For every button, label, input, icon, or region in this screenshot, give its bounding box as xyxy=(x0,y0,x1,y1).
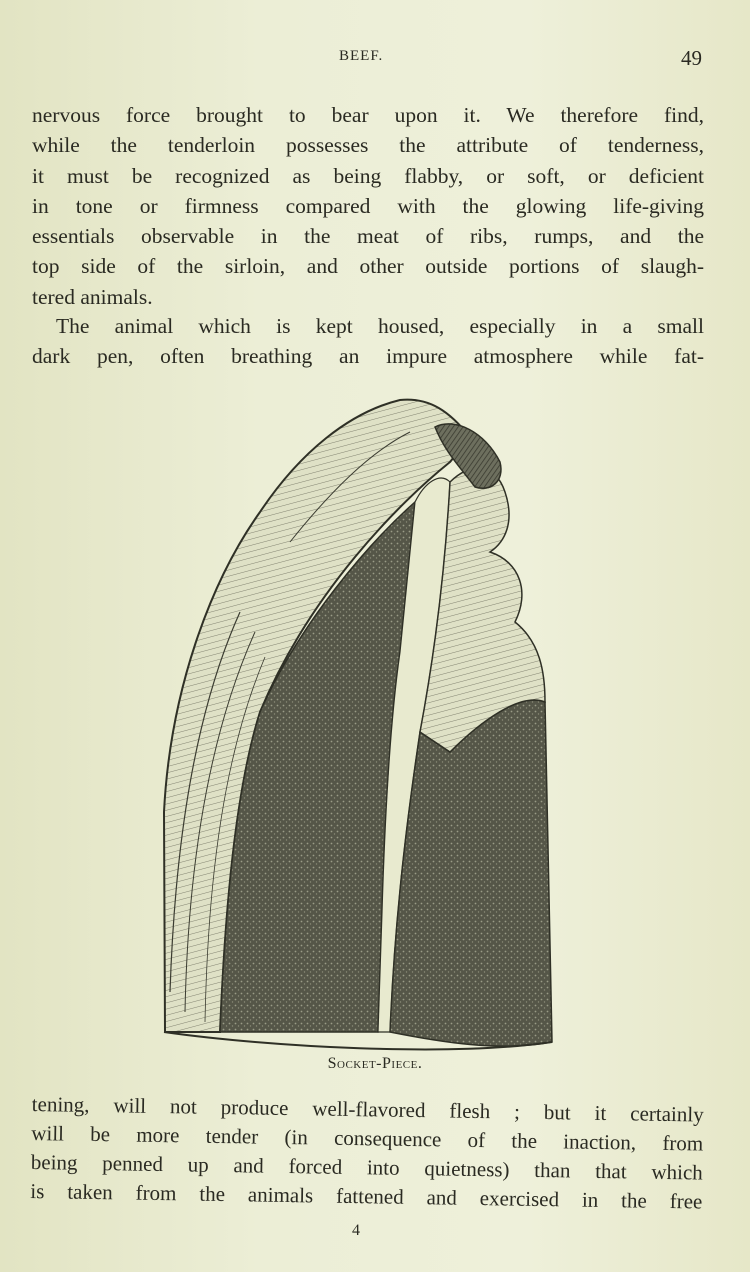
running-title: BEEF. xyxy=(339,48,384,64)
text-line: nervous force brought to bear upon it. We therefore find, xyxy=(32,103,704,127)
beef-cut-engraving xyxy=(150,392,570,1057)
text-line: while the tenderloin possesses the attribute of tenderness, xyxy=(32,133,704,158)
text-line: top side of the sirloin, and other outside portions of slaugh- xyxy=(32,254,704,279)
text-line: tening, will not produce well-flavored flesh ; but it certainly xyxy=(31,1091,704,1127)
signature-mark: 4 xyxy=(352,1222,360,1239)
text-line: dark pen, often breathing an impure atmosphere while fat- xyxy=(32,344,704,369)
text-line: will be more tender (in consequence of the inaction, from xyxy=(31,1120,704,1156)
socket-piece-illustration xyxy=(150,392,570,1057)
caption-text: Socket-Piece. xyxy=(327,1055,423,1072)
text-line: is taken from the animals fattened and exercised in the free xyxy=(30,1178,703,1214)
running-head xyxy=(0,46,750,70)
paragraph-2 xyxy=(32,311,704,372)
text-line: in tone or firmness compared with the glowing life-giving xyxy=(32,193,704,218)
paragraph-3 xyxy=(30,1090,704,1217)
text-line: tered animals. xyxy=(32,284,153,309)
text-line: The animal which is kept housed, especially in a small xyxy=(56,314,704,338)
paragraph-1 xyxy=(32,100,704,312)
page-number: 49 xyxy=(681,46,702,70)
text-line: it must be recognized as being flabby, or soft, or deficient xyxy=(32,163,704,188)
text-line: being penned up and forced into quietness) than that which xyxy=(30,1149,703,1185)
figure-caption xyxy=(0,1055,750,1073)
text-line: essentials observable in the meat of ribs, rumps, and the xyxy=(32,224,704,249)
